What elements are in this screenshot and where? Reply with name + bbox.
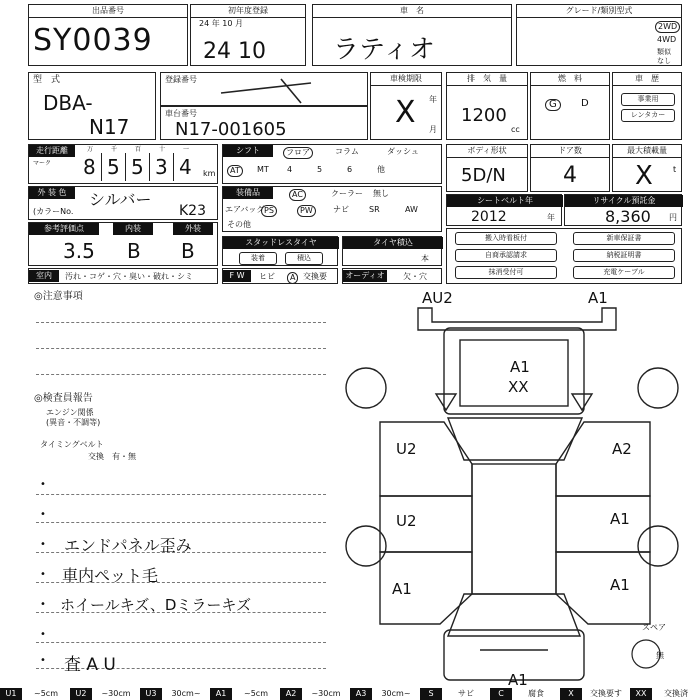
legend-code: U3 bbox=[140, 688, 162, 700]
equipment-row-1 bbox=[289, 189, 439, 201]
document-chips bbox=[447, 229, 683, 285]
document-chip: 自商承認請求 bbox=[455, 249, 557, 262]
mileage-digit: 3 bbox=[155, 155, 168, 179]
doors-value: 4 bbox=[563, 163, 577, 188]
legend-desc: サビ bbox=[458, 689, 474, 698]
displacement-label: 排 気 量 bbox=[447, 73, 527, 86]
audio-label: オーディオ bbox=[343, 270, 387, 282]
shift-option: MT bbox=[257, 165, 269, 174]
model-handwritten-2: N17 bbox=[89, 115, 130, 139]
drive-none-1: 類似 bbox=[657, 48, 671, 56]
mark-rear: A1 bbox=[508, 671, 528, 686]
fw-replace: 交換要 bbox=[303, 272, 327, 281]
shift-option: ダッシュ bbox=[387, 147, 419, 156]
shift-option: 5 bbox=[317, 165, 323, 174]
bullet-2: • bbox=[40, 509, 46, 520]
cabin-items: 汚れ・コゲ・穴・臭い・破れ・シミ bbox=[65, 272, 193, 281]
color-label: 外 装 色 bbox=[29, 187, 75, 199]
equipment-box bbox=[222, 186, 442, 232]
inspector-title: ◎検査員報告 bbox=[34, 393, 93, 404]
interior-label: 内装 bbox=[113, 223, 153, 235]
report-line-1 bbox=[36, 494, 326, 495]
history-box bbox=[612, 72, 682, 140]
legend-desc: 交換要す bbox=[590, 689, 622, 698]
shift-row-1 bbox=[283, 147, 441, 159]
drive-2wd: 2WD bbox=[655, 21, 680, 33]
first-registration-header: 初年度登録 bbox=[191, 5, 305, 18]
mark-left-front-door: U2 bbox=[396, 440, 417, 458]
mileage-unit: km bbox=[203, 169, 216, 178]
drive-4wd: 4WD bbox=[657, 35, 677, 44]
document-chip: 新車保証書 bbox=[573, 232, 675, 245]
body-type-label: ボディ形状 bbox=[447, 145, 527, 158]
mark-right-rear-fender: A1 bbox=[610, 576, 630, 594]
document-chip: 充電ケーブル bbox=[573, 266, 675, 279]
mileage-separator bbox=[101, 153, 102, 181]
legend-code: XX bbox=[630, 688, 652, 700]
lot-number: SY0039 bbox=[33, 23, 153, 58]
tires-label: タイヤ積込 bbox=[343, 237, 443, 249]
color-no-label: (カラーNo. bbox=[33, 207, 74, 216]
studless-box bbox=[222, 236, 338, 266]
shift-option: 他 bbox=[377, 165, 385, 174]
seatbelt-year: 年 bbox=[547, 213, 555, 222]
documents-box bbox=[446, 228, 682, 284]
mileage-place: 十 bbox=[159, 146, 166, 153]
mark-left-rear-door: U2 bbox=[396, 512, 417, 530]
document-chip: 搬入時看板付 bbox=[455, 232, 557, 245]
model-box bbox=[28, 72, 156, 140]
legend-desc: ~5cm bbox=[34, 689, 58, 698]
capacity-label: 最大積載量 bbox=[613, 145, 681, 158]
legend-code: U2 bbox=[70, 688, 92, 700]
first-registration-printed: 24 年 10 月 bbox=[199, 19, 243, 28]
inspection-box bbox=[370, 72, 442, 140]
recycle-box bbox=[564, 194, 682, 226]
tires-unit: 本 bbox=[421, 254, 429, 263]
legend-code: X bbox=[560, 688, 582, 700]
equipment-option: ナビ bbox=[333, 205, 349, 214]
interior-value: B bbox=[127, 239, 141, 263]
car-name-header: 車 名 bbox=[313, 5, 511, 18]
mileage-digit: 5 bbox=[107, 155, 120, 179]
fw-label: F W bbox=[223, 270, 251, 282]
mileage-digit: 4 bbox=[179, 155, 192, 179]
mark-right-rear-door: A1 bbox=[610, 510, 630, 528]
model-handwritten-1: DBA- bbox=[43, 91, 93, 115]
car-name: ラティオ bbox=[333, 35, 435, 65]
mark-front-right: A1 bbox=[588, 290, 608, 307]
shift-label: シフト bbox=[223, 145, 273, 157]
first-registration-box bbox=[190, 4, 306, 66]
mark-hood-a1: A1 bbox=[510, 358, 530, 376]
mark-au2: AU2 bbox=[422, 290, 453, 307]
color-value: シルバー bbox=[89, 190, 152, 209]
spare-label: スペア bbox=[642, 623, 666, 632]
mark-right-front-door: A2 bbox=[612, 440, 632, 458]
legend-desc: ~30cm bbox=[101, 689, 131, 698]
fw-row bbox=[222, 268, 338, 284]
cabin-row bbox=[28, 268, 218, 284]
capacity-value: X bbox=[635, 161, 653, 191]
shift-option: 6 bbox=[347, 165, 353, 174]
inspection-month: 月 bbox=[429, 125, 437, 134]
notes-line-3 bbox=[36, 374, 326, 375]
report-line-6 bbox=[36, 642, 326, 643]
score-box bbox=[28, 222, 218, 266]
body-type-value: 5D/N bbox=[461, 165, 506, 186]
model-label: 型 式 bbox=[33, 75, 61, 85]
engine-label: エンジン関係 bbox=[46, 408, 94, 417]
grade-header: グレード/類別型式 bbox=[517, 5, 681, 18]
timing-value: 交換 有・無 bbox=[88, 452, 136, 461]
mileage-separator bbox=[125, 153, 126, 181]
damage-legend bbox=[0, 688, 700, 700]
recycle-label: リサイクル預託金 bbox=[565, 195, 683, 207]
legend-code: U1 bbox=[0, 688, 22, 700]
remark-2: 車内ペット毛 bbox=[62, 566, 159, 585]
fuel-g: G bbox=[545, 99, 561, 111]
notes-line-1 bbox=[36, 322, 326, 323]
remark-3: ホイールキズ、Dミラーキズ bbox=[60, 596, 252, 614]
shift-option: コラム bbox=[335, 147, 359, 156]
legend-code: A3 bbox=[350, 688, 372, 700]
exterior-label: 外装 bbox=[173, 223, 213, 235]
chassis-number: N17-001605 bbox=[175, 119, 287, 140]
equipment-option: SR bbox=[369, 205, 380, 214]
mileage-separator bbox=[149, 153, 150, 181]
audio-row bbox=[342, 268, 442, 284]
chassis-box bbox=[160, 106, 368, 140]
registration-cross bbox=[161, 73, 369, 107]
mileage-place: 一 bbox=[183, 146, 190, 153]
recycle-value: 8,360 bbox=[605, 207, 651, 226]
legend-code: A1 bbox=[210, 688, 232, 700]
lot-number-header: 出品番号 bbox=[29, 5, 187, 18]
fw-a: A bbox=[287, 272, 298, 284]
notes-title: ◎注意事項 bbox=[34, 291, 83, 302]
displacement-unit: cc bbox=[511, 125, 520, 134]
displacement-box bbox=[446, 72, 528, 140]
studless-opt-1: 装着 bbox=[239, 252, 277, 265]
inspection-label: 車検期限 bbox=[371, 73, 441, 86]
legend-desc: 交換済 bbox=[664, 689, 688, 698]
seatbelt-value: 2012 bbox=[471, 209, 507, 225]
cabin-label: 室内 bbox=[29, 270, 59, 282]
mileage-digits bbox=[79, 145, 199, 185]
equipment-other: その他 bbox=[227, 220, 251, 229]
equipment-option: エアバッグ bbox=[225, 205, 265, 214]
document-chip: 納税証明書 bbox=[573, 249, 675, 262]
mileage-digit: 5 bbox=[131, 155, 144, 179]
lot-number-box bbox=[28, 4, 188, 66]
inspection-year: 年 bbox=[429, 95, 437, 104]
mileage-separator bbox=[173, 153, 174, 181]
bullet-5: • bbox=[40, 599, 46, 610]
mark-left-rear-fender: A1 bbox=[392, 580, 412, 598]
mileage-mark: マーク bbox=[33, 160, 52, 167]
car-name-box bbox=[312, 4, 512, 66]
registration-label: 登録番号 bbox=[165, 75, 197, 84]
car-damage-diagram bbox=[340, 290, 700, 686]
score-label: 参考評価点 bbox=[29, 223, 99, 235]
audio-items: 欠・穴 bbox=[403, 272, 427, 281]
legend-desc: 30cm~ bbox=[381, 689, 411, 698]
report-line-2 bbox=[36, 522, 326, 523]
studless-opt-2: 積込 bbox=[285, 252, 323, 265]
history-rental: レンタカー bbox=[621, 109, 675, 122]
notes-line-2 bbox=[36, 348, 326, 349]
studless-label: スタッドレスタイヤ bbox=[223, 237, 339, 249]
equipment-option: AC bbox=[289, 189, 306, 201]
shift-option: 4 bbox=[287, 165, 293, 174]
legend-desc: 腐食 bbox=[528, 689, 544, 698]
legend-code: A2 bbox=[280, 688, 302, 700]
legend-desc: ~30cm bbox=[311, 689, 341, 698]
mark-hood-xx: XX bbox=[508, 378, 529, 396]
fuel-d: D bbox=[581, 98, 589, 109]
legend-code: C bbox=[490, 688, 512, 700]
equipment-option: PS bbox=[261, 205, 277, 217]
spare-none: 無 bbox=[656, 651, 664, 660]
drive-none-2: なし bbox=[657, 57, 671, 65]
history-commercial: 事業用 bbox=[621, 93, 675, 106]
document-chip: 抹消受付可 bbox=[455, 266, 557, 279]
legend-code: S bbox=[420, 688, 442, 700]
fw-items: ヒビ bbox=[259, 272, 275, 281]
grade-box bbox=[516, 4, 682, 66]
mileage-digit: 8 bbox=[83, 155, 96, 179]
equipment-option: PW bbox=[297, 205, 316, 217]
equipment-option: AW bbox=[405, 205, 418, 214]
bullet-1: • bbox=[40, 479, 46, 490]
bullet-6: • bbox=[40, 629, 46, 640]
bullet-7: • bbox=[40, 655, 46, 666]
tires-box bbox=[342, 236, 442, 266]
remark-1: エンドパネル歪み bbox=[64, 536, 192, 555]
shift-row-2 bbox=[227, 165, 441, 177]
equipment-row-2 bbox=[225, 205, 441, 217]
equipment-option: 無し bbox=[373, 189, 389, 198]
legend-desc: ~5cm bbox=[244, 689, 268, 698]
doors-label: ドア数 bbox=[531, 145, 609, 158]
exterior-value: B bbox=[181, 239, 195, 263]
legend-desc: 30cm~ bbox=[171, 689, 201, 698]
color-code: K23 bbox=[179, 203, 206, 219]
shift-option: フロア bbox=[283, 147, 313, 159]
history-label: 車 歴 bbox=[613, 73, 681, 86]
capacity-box bbox=[612, 144, 682, 192]
fuel-label: 燃 料 bbox=[531, 73, 609, 86]
score-value: 3.5 bbox=[63, 239, 95, 263]
registration-box bbox=[160, 72, 368, 106]
color-box bbox=[28, 186, 218, 220]
bullet-3: • bbox=[40, 539, 46, 550]
first-registration-handwritten: 24 10 bbox=[203, 39, 266, 64]
mileage-box bbox=[28, 144, 218, 184]
doors-box bbox=[530, 144, 610, 192]
chassis-label: 車台番号 bbox=[165, 109, 197, 118]
bullet-4: • bbox=[40, 569, 46, 580]
inspection-mark: X bbox=[395, 95, 416, 130]
seatbelt-box bbox=[446, 194, 562, 226]
equipment-option: クーラー bbox=[331, 189, 363, 198]
mileage-place: 百 bbox=[135, 146, 142, 153]
capacity-unit: t bbox=[673, 165, 677, 174]
mileage-place: 万 bbox=[87, 146, 94, 153]
remark-4: 査 A U bbox=[64, 655, 116, 675]
mileage-label: 走行距離 bbox=[29, 145, 75, 157]
shift-option: AT bbox=[227, 165, 243, 177]
mileage-place: 千 bbox=[111, 146, 118, 153]
body-type-box bbox=[446, 144, 528, 192]
engine-sub: (異音・不調等) bbox=[46, 418, 101, 427]
equipment-label: 装備品 bbox=[223, 187, 273, 199]
shift-box bbox=[222, 144, 442, 184]
timing-label: タイミングベルト bbox=[40, 440, 104, 449]
recycle-unit: 円 bbox=[669, 213, 677, 222]
displacement-value: 1200 bbox=[461, 105, 507, 126]
seatbelt-label: シートベルト年 bbox=[447, 195, 563, 207]
fuel-box bbox=[530, 72, 610, 140]
